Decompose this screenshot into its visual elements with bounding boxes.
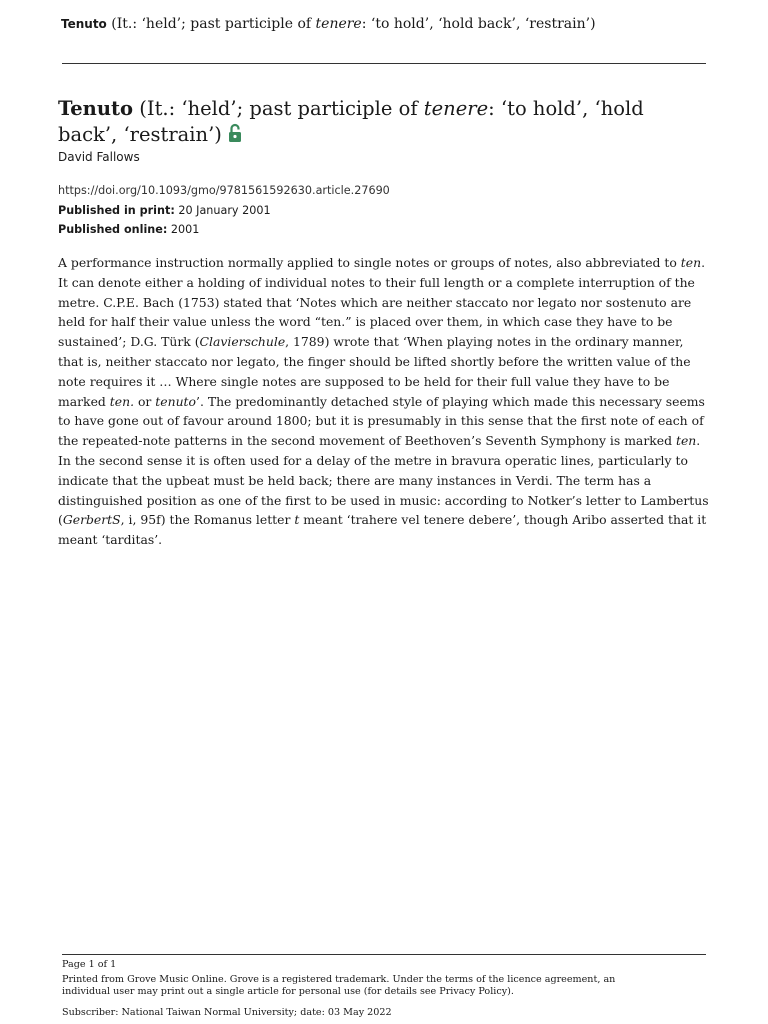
running-header-text: (It.: ‘held’; past participle of	[106, 16, 316, 32]
body-text-segment: ’. The predominantly detached style of playing which made this necessary seems to have gone out of favour around 1800; but it is presumably in this sense that the first note of each of the repeated-note patterns in the second movement of Beethoven’s Seventh Symphony is marked	[58, 393, 705, 449]
published-print-value: 20 January 2001	[174, 203, 271, 217]
running-header-text-end: : ‘to hold’, ‘hold back’, ‘restrain’)	[361, 16, 596, 32]
body-italic-segment: Clavierschule	[199, 334, 286, 350]
doi-link[interactable]: https://doi.org/10.1093/gmo/9781561592630.article.27690	[58, 184, 390, 197]
body-italic-segment: ten	[675, 433, 697, 449]
body-text-segment: . In the second sense it is often used for a delay of the metre in bravura operatic lines, particularly to indicate that the upbeat must be held back; there are many instances in Verdi. The term has a distinguished position as one of the first to be used in music: according to Notker’s letter to Lambertus (	[58, 433, 709, 528]
published-print-label: Published in print:	[58, 203, 175, 217]
running-header-term: Tenuto	[61, 17, 107, 31]
subscriber-info: Subscriber: National Taiwan Normal University; date: 03 May 2022	[62, 1007, 392, 1018]
published-online	[58, 220, 390, 240]
body-italic-segment: ten.	[109, 393, 135, 409]
published-in-print	[58, 201, 390, 221]
title-italic: tenere	[423, 97, 489, 120]
licence-notice-line-2: individual user may print out a single article for personal use (for details see Privacy Policy).	[62, 986, 514, 997]
body-text-segment: meant ‘trahere vel tenere debere’, though Aribo asserted that it meant ‘tarditas’.	[58, 512, 707, 548]
footer-divider	[62, 954, 706, 955]
body-italic-segment: ten	[680, 255, 702, 270]
title-prefix: (It.: ‘held’; past participle of	[133, 97, 424, 120]
title-suffix: : ‘to hold’, ‘hold back’, ‘restrain’)	[58, 97, 644, 146]
body-text-segment: A performance instruction normally applied to single notes or groups of notes, also abbreviated to	[58, 255, 681, 270]
page-number: Page 1 of 1	[62, 959, 117, 970]
published-online-label: Published online:	[58, 223, 168, 236]
licence-notice-line-1: Printed from Grove Music Online. Grove is a registered trademark. Under the terms of the licence agreement, an	[62, 974, 616, 985]
body-text-segment: or	[134, 393, 156, 409]
body-italic-segment: tenuto	[155, 393, 196, 409]
body-text-segment: , 1789) wrote that ‘When playing notes in the ordinary manner, that is, neither staccato nor legato, the finger should be lifted shortly before the written value of the note requires it … Where single notes are supposed to be held for their full value they have to be marked	[58, 334, 691, 409]
page-footer	[62, 959, 702, 1019]
running-header	[61, 14, 711, 34]
body-text-segment: . It can denote either a holding of individual notes to their full length or a complete interruption of the metre. C.P.E. Bach (1753) stated that ‘Notes which are neither staccato nor legato nor sostenuto are held for half their value unless the word “ten.” is placed over them, in which case they have to be sustained’; D.G. Türk (	[58, 255, 706, 350]
open-access-lock-icon	[228, 123, 242, 150]
running-header-italic: tenere	[315, 16, 362, 32]
published-online-value: 2001	[167, 223, 200, 236]
title-term: Tenuto	[58, 97, 134, 120]
author-name: David Fallows	[58, 150, 140, 164]
running-header-definition	[107, 16, 596, 32]
article-metadata	[58, 181, 390, 240]
article-title	[58, 96, 708, 150]
header-divider	[62, 63, 706, 64]
body-italic-segment: GerbertS	[62, 512, 121, 528]
article-body	[58, 253, 710, 550]
body-text-segment: , i, 95f) the Romanus letter	[120, 512, 295, 528]
body-italic-segment: t	[294, 512, 300, 528]
